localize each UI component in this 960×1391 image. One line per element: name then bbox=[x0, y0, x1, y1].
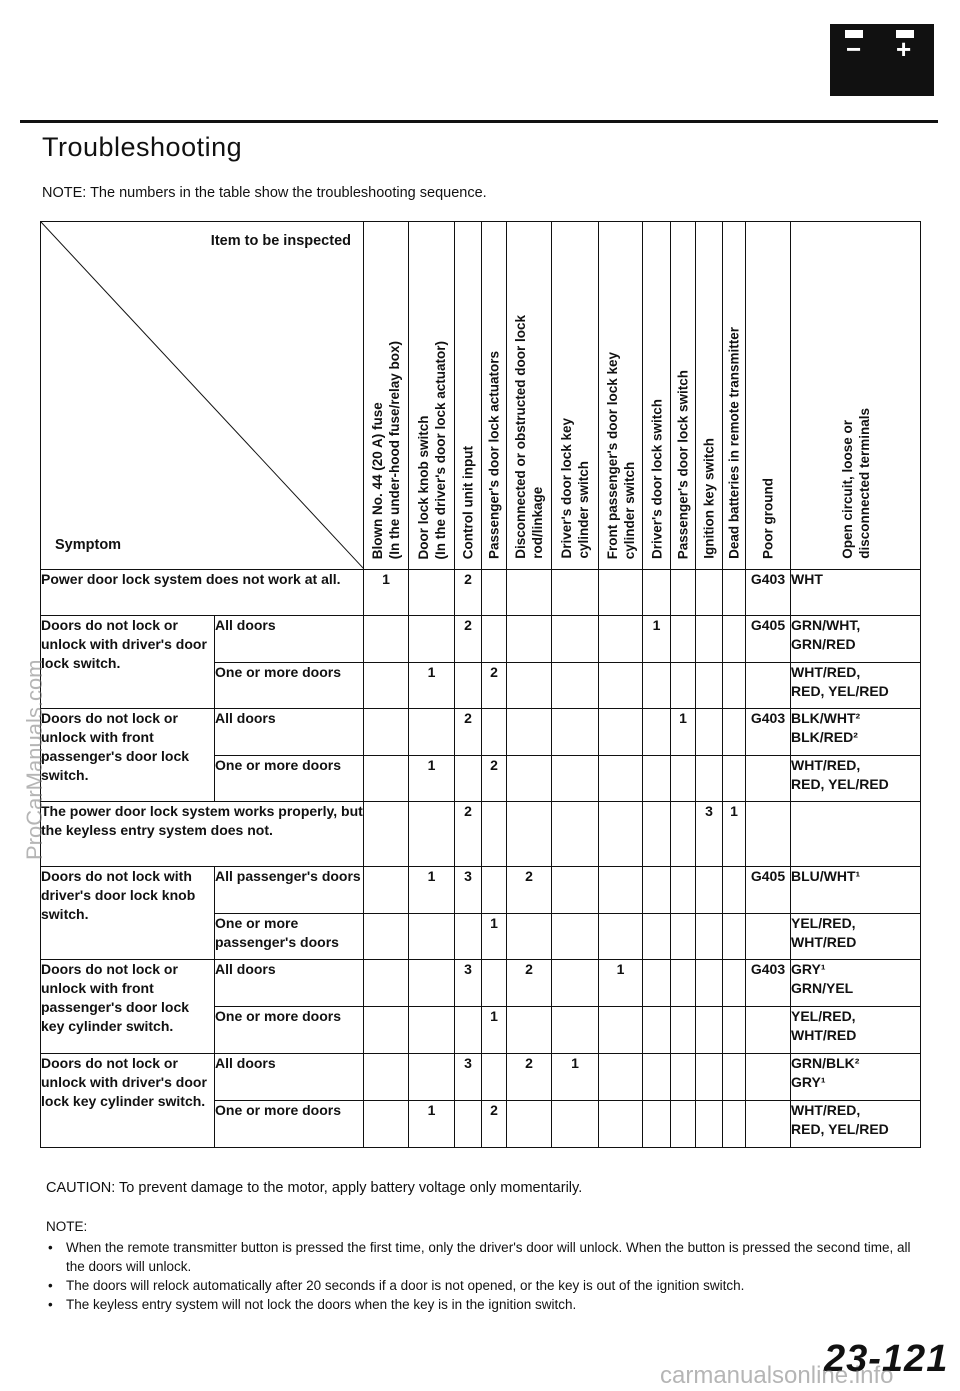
sequence-cell bbox=[723, 960, 746, 1007]
sequence-cell bbox=[643, 1054, 671, 1101]
sequence-cell bbox=[723, 1101, 746, 1148]
sequence-cell bbox=[746, 802, 791, 867]
sequence-cell: 2 bbox=[482, 663, 507, 709]
sequence-cell bbox=[507, 756, 552, 802]
sequence-cell bbox=[746, 1054, 791, 1101]
table-row bbox=[41, 867, 921, 914]
sub-symptom-text: All passenger's doors bbox=[215, 868, 361, 884]
page-title: Troubleshooting bbox=[42, 132, 243, 162]
sequence-cell bbox=[364, 960, 409, 1007]
sequence-cell bbox=[696, 756, 723, 802]
sequence-cell bbox=[507, 1101, 552, 1148]
column-header-label: Passenger's door lock switch bbox=[675, 369, 691, 559]
sequence-cell bbox=[723, 1007, 746, 1054]
sequence-cell: 3 bbox=[696, 802, 723, 867]
sequence-cell bbox=[364, 802, 409, 867]
header-rule bbox=[20, 120, 938, 123]
sub-symptom-text: One or more doors bbox=[215, 664, 342, 680]
sequence-cell bbox=[671, 663, 696, 709]
symptom-cell bbox=[41, 570, 364, 616]
sequence-cell bbox=[364, 914, 409, 960]
symptom-cell bbox=[41, 1054, 215, 1148]
sequence-cell bbox=[364, 1054, 409, 1101]
column-header bbox=[599, 222, 643, 570]
column-header-label: Blown No. 44 (20 A) fuse (In the under-hood fuse/relay box) bbox=[370, 340, 402, 559]
sequence-cell bbox=[455, 756, 482, 802]
sequence-cell: 2 bbox=[507, 867, 552, 914]
sequence-cell bbox=[455, 1101, 482, 1148]
sequence-cell bbox=[671, 756, 696, 802]
sequence-cell bbox=[723, 914, 746, 960]
sequence-cell bbox=[723, 709, 746, 756]
sequence-cell bbox=[552, 802, 599, 867]
sequence-cell bbox=[599, 867, 643, 914]
sub-symptom-cell bbox=[215, 1007, 364, 1054]
sequence-cell bbox=[409, 960, 455, 1007]
sequence-cell bbox=[643, 663, 671, 709]
terminal-cell: WHT bbox=[791, 570, 921, 616]
sequence-cell bbox=[507, 1007, 552, 1054]
terminal-cell bbox=[791, 802, 921, 867]
terminal-cell: YEL/RED, WHT/RED bbox=[791, 1007, 921, 1054]
sequence-cell bbox=[482, 960, 507, 1007]
sequence-cell bbox=[723, 616, 746, 663]
sequence-cell bbox=[507, 570, 552, 616]
symptom-cell bbox=[41, 867, 215, 960]
sequence-cell bbox=[671, 960, 696, 1007]
sequence-cell bbox=[671, 616, 696, 663]
sub-symptom-cell bbox=[215, 1101, 364, 1148]
sequence-cell bbox=[552, 616, 599, 663]
symptom-text: Doors do not lock or unlock with front passenger's door lock switch. bbox=[41, 710, 190, 783]
sequence-cell: 2 bbox=[455, 570, 482, 616]
sequence-cell: 1 bbox=[409, 663, 455, 709]
troubleshooting-table bbox=[40, 221, 921, 1148]
sequence-cell bbox=[507, 709, 552, 756]
column-header bbox=[507, 222, 552, 570]
sequence-cell bbox=[507, 802, 552, 867]
battery-minus-label: − bbox=[846, 34, 862, 64]
column-header bbox=[643, 222, 671, 570]
sequence-cell bbox=[552, 709, 599, 756]
terminal-cell: GRN/WHT, GRN/RED bbox=[791, 616, 921, 663]
sequence-cell bbox=[552, 570, 599, 616]
column-header-label: Disconnected or obstructed door lock rod/linkage bbox=[513, 315, 545, 559]
sequence-cell bbox=[455, 914, 482, 960]
sequence-cell bbox=[723, 867, 746, 914]
sequence-cell bbox=[643, 756, 671, 802]
sequence-cell: 1 bbox=[409, 756, 455, 802]
sequence-cell bbox=[552, 1101, 599, 1148]
sequence-cell bbox=[671, 570, 696, 616]
sequence-cell bbox=[671, 1101, 696, 1148]
battery-icon bbox=[830, 24, 934, 96]
sub-symptom-cell bbox=[215, 663, 364, 709]
terminal-cell: WHT/RED, RED, YEL/RED bbox=[791, 756, 921, 802]
sequence-cell: 1 bbox=[599, 960, 643, 1007]
column-header-label: Driver's door lock switch bbox=[649, 398, 664, 559]
sequence-cell bbox=[364, 867, 409, 914]
sequence-cell bbox=[599, 756, 643, 802]
column-header-label: Driver's door lock key cylinder switch bbox=[559, 418, 591, 559]
sequence-cell bbox=[482, 570, 507, 616]
sequence-cell bbox=[552, 1007, 599, 1054]
sequence-cell bbox=[599, 802, 643, 867]
sub-symptom-text: One or more doors bbox=[215, 1008, 342, 1024]
sub-symptom-cell bbox=[215, 756, 364, 802]
sequence-cell bbox=[746, 663, 791, 709]
sequence-cell: 1 bbox=[671, 709, 696, 756]
column-header bbox=[364, 222, 409, 570]
header-row bbox=[41, 222, 921, 570]
sequence-cell bbox=[723, 756, 746, 802]
sequence-cell bbox=[455, 663, 482, 709]
sequence-cell bbox=[599, 616, 643, 663]
sub-symptom-cell bbox=[215, 914, 364, 960]
column-header bbox=[746, 222, 791, 570]
sequence-cell bbox=[599, 570, 643, 616]
sequence-cell bbox=[364, 709, 409, 756]
sequence-cell: 3 bbox=[455, 1054, 482, 1101]
sequence-cell bbox=[746, 756, 791, 802]
column-header-label: Ignition key switch bbox=[701, 438, 717, 559]
sequence-cell bbox=[696, 663, 723, 709]
sequence-cell bbox=[643, 802, 671, 867]
sequence-cell bbox=[364, 1007, 409, 1054]
sequence-cell bbox=[671, 1054, 696, 1101]
symptom-cell bbox=[41, 802, 364, 867]
symptom-text: Doors do not lock or unlock with front passenger's door lock key cylinder switch. bbox=[41, 961, 190, 1034]
notes-block bbox=[46, 1217, 926, 1314]
sequence-cell bbox=[552, 867, 599, 914]
column-header bbox=[482, 222, 507, 570]
sub-symptom-text: All doors bbox=[215, 617, 276, 633]
column-header bbox=[791, 222, 921, 570]
sequence-cell bbox=[455, 1007, 482, 1054]
sequence-cell bbox=[482, 616, 507, 663]
sequence-cell: 1 bbox=[552, 1054, 599, 1101]
column-header-label: Poor ground bbox=[760, 478, 776, 559]
sequence-cell bbox=[552, 663, 599, 709]
sequence-cell bbox=[364, 756, 409, 802]
sequence-cell bbox=[696, 570, 723, 616]
sequence-cell bbox=[482, 709, 507, 756]
sub-symptom-text: One or more doors bbox=[215, 1102, 342, 1118]
column-header bbox=[696, 222, 723, 570]
sequence-cell bbox=[599, 914, 643, 960]
sequence-cell: 2 bbox=[455, 616, 482, 663]
sub-symptom-text: One or more passenger's doors bbox=[215, 915, 339, 950]
column-header bbox=[723, 222, 746, 570]
sequence-cell: 3 bbox=[455, 960, 482, 1007]
sequence-cell bbox=[482, 867, 507, 914]
symptom-cell bbox=[41, 709, 215, 802]
caution-text: CAUTION: To prevent damage to the motor, apply battery voltage only momentarily. bbox=[46, 1180, 583, 1196]
sequence-cell: 2 bbox=[455, 709, 482, 756]
symptom-cell bbox=[41, 616, 215, 709]
table-row bbox=[41, 1054, 921, 1101]
sequence-cell: 1 bbox=[482, 1007, 507, 1054]
table-note: NOTE: The numbers in the table show the troubleshooting sequence. bbox=[42, 185, 487, 201]
corner-diagonal bbox=[41, 222, 364, 569]
terminal-cell: WHT/RED, RED, YEL/RED bbox=[791, 1101, 921, 1148]
sequence-cell bbox=[696, 1007, 723, 1054]
sequence-cell bbox=[723, 570, 746, 616]
sequence-cell bbox=[482, 802, 507, 867]
table-row bbox=[41, 709, 921, 756]
sub-symptom-cell bbox=[215, 867, 364, 914]
column-header-label: Dead batteries in remote transmitter bbox=[726, 327, 742, 559]
column-header bbox=[671, 222, 696, 570]
sequence-cell: 2 bbox=[507, 1054, 552, 1101]
symptom-text: Power door lock system does not work at all. bbox=[41, 571, 341, 587]
sequence-cell bbox=[723, 1054, 746, 1101]
sub-symptom-text: All doors bbox=[215, 710, 276, 726]
symptom-text: Doors do not lock or unlock with driver's door lock switch. bbox=[41, 617, 207, 671]
sequence-cell: 1 bbox=[409, 867, 455, 914]
terminal-cell: BLK/WHT² BLK/RED² bbox=[791, 709, 921, 756]
sequence-cell bbox=[409, 1007, 455, 1054]
sequence-cell: 2 bbox=[482, 756, 507, 802]
sequence-cell bbox=[696, 1101, 723, 1148]
terminal-cell: GRY¹ GRN/YEL bbox=[791, 960, 921, 1007]
symptom-label: Symptom bbox=[55, 537, 122, 553]
sequence-cell: G403 bbox=[746, 709, 791, 756]
sequence-cell: 2 bbox=[455, 802, 482, 867]
sub-symptom-cell bbox=[215, 1054, 364, 1101]
table-row bbox=[41, 802, 921, 867]
sequence-cell bbox=[671, 867, 696, 914]
sequence-cell bbox=[409, 570, 455, 616]
sequence-cell bbox=[599, 1007, 643, 1054]
sequence-cell bbox=[507, 914, 552, 960]
sequence-cell bbox=[643, 1101, 671, 1148]
sequence-cell: 1 bbox=[723, 802, 746, 867]
sequence-cell bbox=[746, 1101, 791, 1148]
sequence-cell: 1 bbox=[364, 570, 409, 616]
sequence-cell bbox=[643, 914, 671, 960]
sequence-cell bbox=[409, 709, 455, 756]
sub-symptom-cell bbox=[215, 709, 364, 756]
note-item: • The doors will relock automatically after 20 seconds if a door is not opened, or the key is out of the ignition switch. bbox=[46, 1276, 926, 1295]
sequence-cell bbox=[507, 616, 552, 663]
sequence-cell bbox=[599, 1054, 643, 1101]
watermark-left: ProCarManuals.com bbox=[22, 659, 47, 860]
column-header bbox=[455, 222, 482, 570]
sequence-cell bbox=[643, 1007, 671, 1054]
sequence-cell: 3 bbox=[455, 867, 482, 914]
sequence-cell bbox=[746, 1007, 791, 1054]
sequence-cell bbox=[599, 663, 643, 709]
notes-heading: NOTE: bbox=[46, 1219, 88, 1234]
symptom-cell bbox=[41, 960, 215, 1054]
column-header-label: Control unit input bbox=[460, 445, 476, 559]
symptom-text: Doors do not lock with driver's door lock knob switch. bbox=[41, 868, 196, 922]
sequence-cell: G403 bbox=[746, 960, 791, 1007]
sub-symptom-cell bbox=[215, 960, 364, 1007]
sequence-cell bbox=[643, 709, 671, 756]
sequence-cell bbox=[409, 914, 455, 960]
sequence-cell: G405 bbox=[746, 867, 791, 914]
sequence-cell bbox=[696, 616, 723, 663]
sequence-cell bbox=[599, 1101, 643, 1148]
note-item: • When the remote transmitter button is pressed the first time, only the driver's door will unlock. When the button is pressed the second time, all the doors will unlock. bbox=[46, 1238, 926, 1276]
page-number: 23-121 bbox=[824, 1338, 949, 1380]
symptom-text: The power door lock system works properly, but the keyless entry system does not. bbox=[41, 803, 363, 838]
sequence-cell: G403 bbox=[746, 570, 791, 616]
terminal-cell: WHT/RED, RED, YEL/RED bbox=[791, 663, 921, 709]
table-row bbox=[41, 616, 921, 663]
sequence-cell bbox=[409, 802, 455, 867]
sequence-cell: 2 bbox=[507, 960, 552, 1007]
column-header-label: Passenger's door lock actuators bbox=[486, 350, 502, 559]
sequence-cell bbox=[671, 914, 696, 960]
sequence-cell: 1 bbox=[643, 616, 671, 663]
column-header-label: Front passenger's door lock key cylinder switch bbox=[604, 351, 637, 559]
sub-symptom-text: One or more doors bbox=[215, 757, 342, 773]
sequence-cell bbox=[552, 756, 599, 802]
sequence-cell bbox=[643, 570, 671, 616]
terminal-cell: BLU/WHT¹ bbox=[791, 867, 921, 914]
sequence-cell bbox=[671, 1007, 696, 1054]
sequence-cell: 2 bbox=[482, 1101, 507, 1148]
column-header bbox=[409, 222, 455, 570]
terminal-cell: GRN/BLK² GRY¹ bbox=[791, 1054, 921, 1101]
sequence-cell bbox=[696, 960, 723, 1007]
note-item: • The keyless entry system will not lock the doors when the key is in the ignition switch. bbox=[46, 1295, 926, 1314]
sequence-cell bbox=[643, 867, 671, 914]
sequence-cell: 1 bbox=[482, 914, 507, 960]
sequence-cell bbox=[409, 1054, 455, 1101]
sequence-cell bbox=[482, 1054, 507, 1101]
sub-symptom-text: All doors bbox=[215, 961, 276, 977]
sequence-cell bbox=[643, 960, 671, 1007]
sequence-cell bbox=[723, 663, 746, 709]
sequence-cell bbox=[671, 802, 696, 867]
sequence-cell bbox=[696, 867, 723, 914]
corner-cell bbox=[41, 222, 364, 570]
sequence-cell: G405 bbox=[746, 616, 791, 663]
terminal-cell: YEL/RED, WHT/RED bbox=[791, 914, 921, 960]
sequence-cell bbox=[746, 914, 791, 960]
table-row bbox=[41, 960, 921, 1007]
item-to-inspect-label: Item to be inspected bbox=[210, 233, 351, 249]
sequence-cell bbox=[599, 709, 643, 756]
watermark-bottom: carmanualsonline.info bbox=[660, 1362, 894, 1389]
sequence-cell bbox=[552, 914, 599, 960]
sequence-cell bbox=[507, 663, 552, 709]
battery-plus-label: + bbox=[896, 34, 912, 64]
sequence-cell: 1 bbox=[409, 1101, 455, 1148]
sequence-cell bbox=[409, 616, 455, 663]
symptom-text: Doors do not lock or unlock with driver's door lock key cylinder switch. bbox=[41, 1055, 207, 1109]
sub-symptom-cell bbox=[215, 616, 364, 663]
sequence-cell bbox=[552, 960, 599, 1007]
sequence-cell bbox=[696, 709, 723, 756]
column-header bbox=[552, 222, 599, 570]
table-row bbox=[41, 570, 921, 616]
sequence-cell bbox=[364, 1101, 409, 1148]
sub-symptom-text: All doors bbox=[215, 1055, 276, 1071]
sequence-cell bbox=[364, 663, 409, 709]
sequence-cell bbox=[696, 1054, 723, 1101]
column-header-label: Door lock knob switch (In the driver's door lock actuator) bbox=[415, 340, 448, 559]
sequence-cell bbox=[364, 616, 409, 663]
column-header-label: Open circuit, loose or disconnected terminals bbox=[839, 408, 872, 559]
sequence-cell bbox=[696, 914, 723, 960]
